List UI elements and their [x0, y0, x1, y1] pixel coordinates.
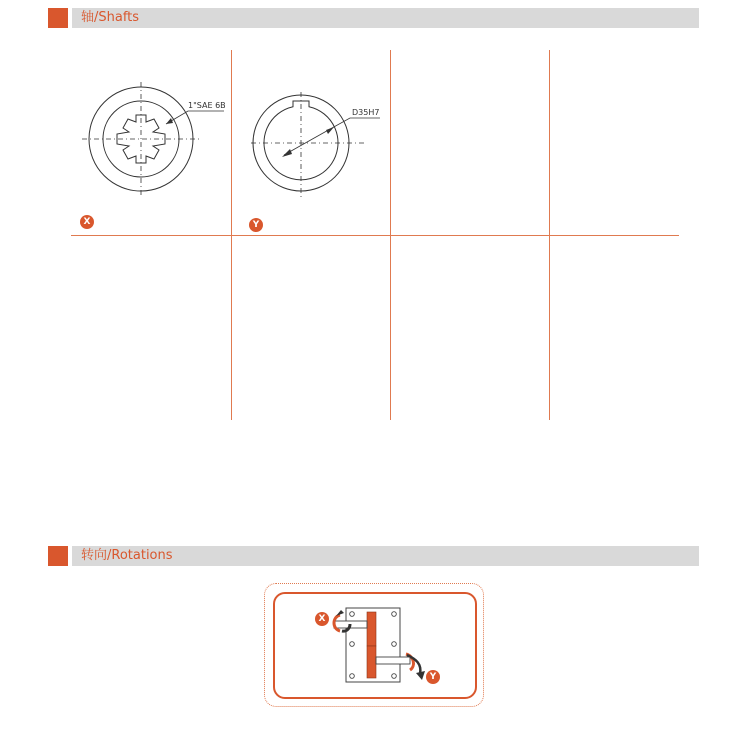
- keyed-bore-drawing: [250, 90, 390, 200]
- rotation-input-badge: X: [315, 612, 329, 626]
- section-marker: [48, 546, 68, 566]
- shaft-y-callout: D35H7: [352, 108, 380, 117]
- shaft-x-badge: X: [80, 215, 94, 229]
- splined-shaft-drawing: [80, 78, 230, 198]
- section-bar: [72, 8, 699, 28]
- shafts-title: 轴/Shafts: [81, 10, 140, 25]
- rotation-output-badge: Y: [426, 670, 440, 684]
- shaft-x-callout: 1"SAE 6B: [188, 101, 226, 110]
- shafts-section-header: [48, 8, 699, 28]
- section-marker: [48, 8, 68, 28]
- grid-divider: [71, 235, 679, 236]
- rotations-section-header: [48, 546, 699, 566]
- rotations-title: 转向/Rotations: [81, 548, 173, 563]
- shaft-y-badge: Y: [249, 218, 263, 232]
